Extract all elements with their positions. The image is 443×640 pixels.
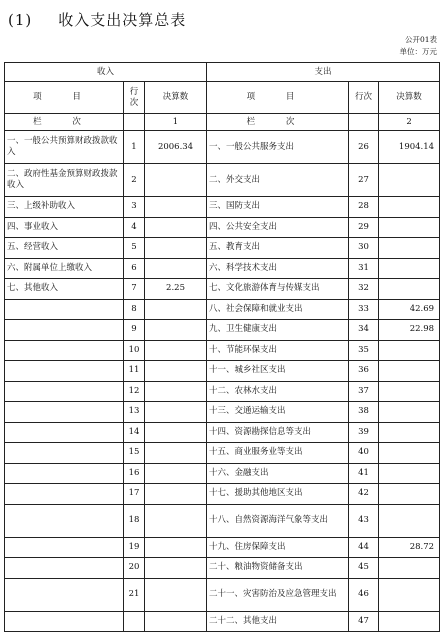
income-line-number: 20 [124, 558, 145, 579]
income-line-number: 1 [124, 131, 145, 164]
table-row [5, 504, 440, 537]
expense-amount: 1904.14 [379, 131, 440, 164]
expense-amount [379, 217, 440, 238]
expense-item-name: 十八、自然资源海洋气象等支出 [207, 504, 349, 537]
income-item-name [5, 361, 124, 382]
page-title [8, 9, 186, 30]
expense-item-name: 五、教育支出 [207, 238, 349, 259]
income-line-number: 21 [124, 578, 145, 611]
table-row [5, 217, 440, 238]
income-amount [145, 463, 207, 484]
expense-group-header: 支出 [207, 63, 440, 82]
expense-item-name: 二十二、其他支出 [207, 611, 349, 632]
income-amount [145, 361, 207, 382]
income-line-number: 2 [124, 164, 145, 197]
expense-line-header: 行次 [349, 82, 379, 114]
income-amount [145, 484, 207, 505]
form-code: 公开01表 [404, 35, 437, 44]
income-item-name: 六、附属单位上缴收入 [5, 258, 124, 279]
income-amount: 2.25 [145, 279, 207, 300]
expense-line-blank [349, 114, 379, 131]
income-item-name [5, 558, 124, 579]
expense-line-number: 30 [349, 238, 379, 259]
table-row [5, 361, 440, 382]
expense-item-name: 十四、资源勘探信息等支出 [207, 422, 349, 443]
table-row [5, 340, 440, 361]
table-row [5, 443, 440, 464]
table-row [5, 258, 440, 279]
expense-item-name: 十七、援助其他地区支出 [207, 484, 349, 505]
table-row [5, 558, 440, 579]
group-header-row [5, 63, 440, 82]
expense-amount-header: 决算数 [379, 82, 440, 114]
expense-amount [379, 578, 440, 611]
income-item-name [5, 340, 124, 361]
income-item-name: 二、政府性基金预算财政拨款收入 [5, 164, 124, 197]
income-column-number: 1 [145, 114, 207, 131]
income-amount [145, 320, 207, 341]
expense-line-number: 39 [349, 422, 379, 443]
expense-amount [379, 484, 440, 505]
income-item-name: 七、其他收入 [5, 279, 124, 300]
expense-amount: 28.72 [379, 537, 440, 558]
income-item-name [5, 320, 124, 341]
income-amount: 2006.34 [145, 131, 207, 164]
table-row [5, 279, 440, 300]
income-item-name: 五、经营收入 [5, 238, 124, 259]
income-item-name [5, 537, 124, 558]
income-line-number: 7 [124, 279, 145, 300]
table-row [5, 463, 440, 484]
expense-amount [379, 361, 440, 382]
expense-amount [379, 463, 440, 484]
expense-amount [379, 558, 440, 579]
expense-line-number: 28 [349, 197, 379, 218]
expense-line-number: 47 [349, 611, 379, 632]
expense-item-name: 四、公共安全支出 [207, 217, 349, 238]
table-row [5, 537, 440, 558]
column-number-row [5, 114, 440, 131]
expense-item-name: 十一、城乡社区支出 [207, 361, 349, 382]
income-amount [145, 197, 207, 218]
income-line-blank [124, 114, 145, 131]
income-line-number: 9 [124, 320, 145, 341]
expense-amount: 22.98 [379, 320, 440, 341]
income-line-number: 14 [124, 422, 145, 443]
income-line-number: 4 [124, 217, 145, 238]
income-item-name [5, 402, 124, 423]
expense-line-number: 32 [349, 279, 379, 300]
expense-line-number: 33 [349, 299, 379, 320]
income-amount [145, 238, 207, 259]
income-line-number: 5 [124, 238, 145, 259]
income-item-name: 一、一般公共预算财政拨款收入 [5, 131, 124, 164]
expense-amount [379, 164, 440, 197]
table-row [5, 578, 440, 611]
expense-amount [379, 340, 440, 361]
expense-line-number: 46 [349, 578, 379, 611]
income-line-header: 行次 [124, 82, 145, 114]
expense-item-name: 十六、金融支出 [207, 463, 349, 484]
expense-amount [379, 279, 440, 300]
income-line-number: 3 [124, 197, 145, 218]
expense-amount: 42.69 [379, 299, 440, 320]
income-amount [145, 558, 207, 579]
table-row [5, 131, 440, 164]
income-item-name [5, 611, 124, 632]
expense-line-number: 27 [349, 164, 379, 197]
income-line-number [124, 611, 145, 632]
income-amount [145, 217, 207, 238]
income-line-number: 6 [124, 258, 145, 279]
table-row [5, 484, 440, 505]
income-item-name [5, 381, 124, 402]
income-item-name [5, 504, 124, 537]
income-amount [145, 611, 207, 632]
expense-item-name: 十三、交通运输支出 [207, 402, 349, 423]
expense-line-number: 38 [349, 402, 379, 423]
expense-item-name: 六、科学技术支出 [207, 258, 349, 279]
income-item-name [5, 578, 124, 611]
income-line-number: 15 [124, 443, 145, 464]
income-item-name [5, 443, 124, 464]
income-amount [145, 578, 207, 611]
expense-line-number: 44 [349, 537, 379, 558]
expense-line-number: 36 [349, 361, 379, 382]
income-item-name [5, 484, 124, 505]
expense-line-number: 34 [349, 320, 379, 341]
expense-column-label: 栏 次 [207, 114, 349, 131]
table-row [5, 611, 440, 632]
expense-line-number: 35 [349, 340, 379, 361]
expense-line-number: 29 [349, 217, 379, 238]
expense-amount [379, 197, 440, 218]
income-item-name [5, 299, 124, 320]
table-row [5, 381, 440, 402]
expense-item-name: 九、卫生健康支出 [207, 320, 349, 341]
income-item-name: 三、上级补助收入 [5, 197, 124, 218]
expense-amount [379, 611, 440, 632]
income-amount [145, 164, 207, 197]
expense-item-name: 三、国防支出 [207, 197, 349, 218]
income-item-name [5, 463, 124, 484]
expense-item-name: 一、一般公共服务支出 [207, 131, 349, 164]
income-line-number: 11 [124, 361, 145, 382]
expense-amount [379, 258, 440, 279]
table-row [5, 238, 440, 259]
expense-item-name: 十九、住房保障支出 [207, 537, 349, 558]
expense-line-number: 42 [349, 484, 379, 505]
expense-amount [379, 443, 440, 464]
income-amount [145, 504, 207, 537]
income-amount [145, 299, 207, 320]
income-item-name [5, 422, 124, 443]
section-number: (1) [8, 11, 33, 29]
income-amount [145, 402, 207, 423]
expense-item-name: 十、节能环保支出 [207, 340, 349, 361]
income-line-number: 8 [124, 299, 145, 320]
expense-column-number: 2 [379, 114, 440, 131]
income-expense-table [4, 62, 440, 632]
income-amount [145, 381, 207, 402]
income-group-header: 收入 [5, 63, 207, 82]
unit-label: 单位：万元 [399, 47, 437, 56]
income-line-number: 10 [124, 340, 145, 361]
income-line-number: 16 [124, 463, 145, 484]
income-line-number: 12 [124, 381, 145, 402]
income-column-label: 栏 次 [5, 114, 124, 131]
income-line-number: 19 [124, 537, 145, 558]
income-item-header: 项 目 [5, 82, 124, 114]
table-row [5, 402, 440, 423]
table-title: 收入支出决算总表 [58, 11, 187, 29]
expense-amount [379, 402, 440, 423]
income-amount-header: 决算数 [145, 82, 207, 114]
expense-item-name: 二、外交支出 [207, 164, 349, 197]
income-amount [145, 443, 207, 464]
expense-amount [379, 422, 440, 443]
expense-line-number: 31 [349, 258, 379, 279]
expense-line-number: 43 [349, 504, 379, 537]
expense-line-number: 45 [349, 558, 379, 579]
income-amount [145, 537, 207, 558]
table-row [5, 299, 440, 320]
income-line-number: 17 [124, 484, 145, 505]
expense-item-name: 七、文化旅游体育与传媒支出 [207, 279, 349, 300]
income-line-number: 13 [124, 402, 145, 423]
table-row [5, 320, 440, 341]
income-amount [145, 258, 207, 279]
expense-item-name: 十五、商业服务业等支出 [207, 443, 349, 464]
column-header-row [5, 82, 440, 114]
expense-item-name: 二十一、灾害防治及应急管理支出 [207, 578, 349, 611]
expense-amount [379, 504, 440, 537]
table-row [5, 422, 440, 443]
expense-line-number: 37 [349, 381, 379, 402]
income-line-number: 18 [124, 504, 145, 537]
income-amount [145, 422, 207, 443]
expense-line-number: 26 [349, 131, 379, 164]
expense-item-header: 项 目 [207, 82, 349, 114]
table-row [5, 197, 440, 218]
income-item-name: 四、事业收入 [5, 217, 124, 238]
expense-amount [379, 381, 440, 402]
expense-line-number: 40 [349, 443, 379, 464]
expense-line-number: 41 [349, 463, 379, 484]
table-row [5, 164, 440, 197]
income-amount [145, 340, 207, 361]
expense-item-name: 十二、农林水支出 [207, 381, 349, 402]
expense-item-name: 八、社会保障和就业支出 [207, 299, 349, 320]
expense-amount [379, 238, 440, 259]
expense-item-name: 二十、粮油物资储备支出 [207, 558, 349, 579]
